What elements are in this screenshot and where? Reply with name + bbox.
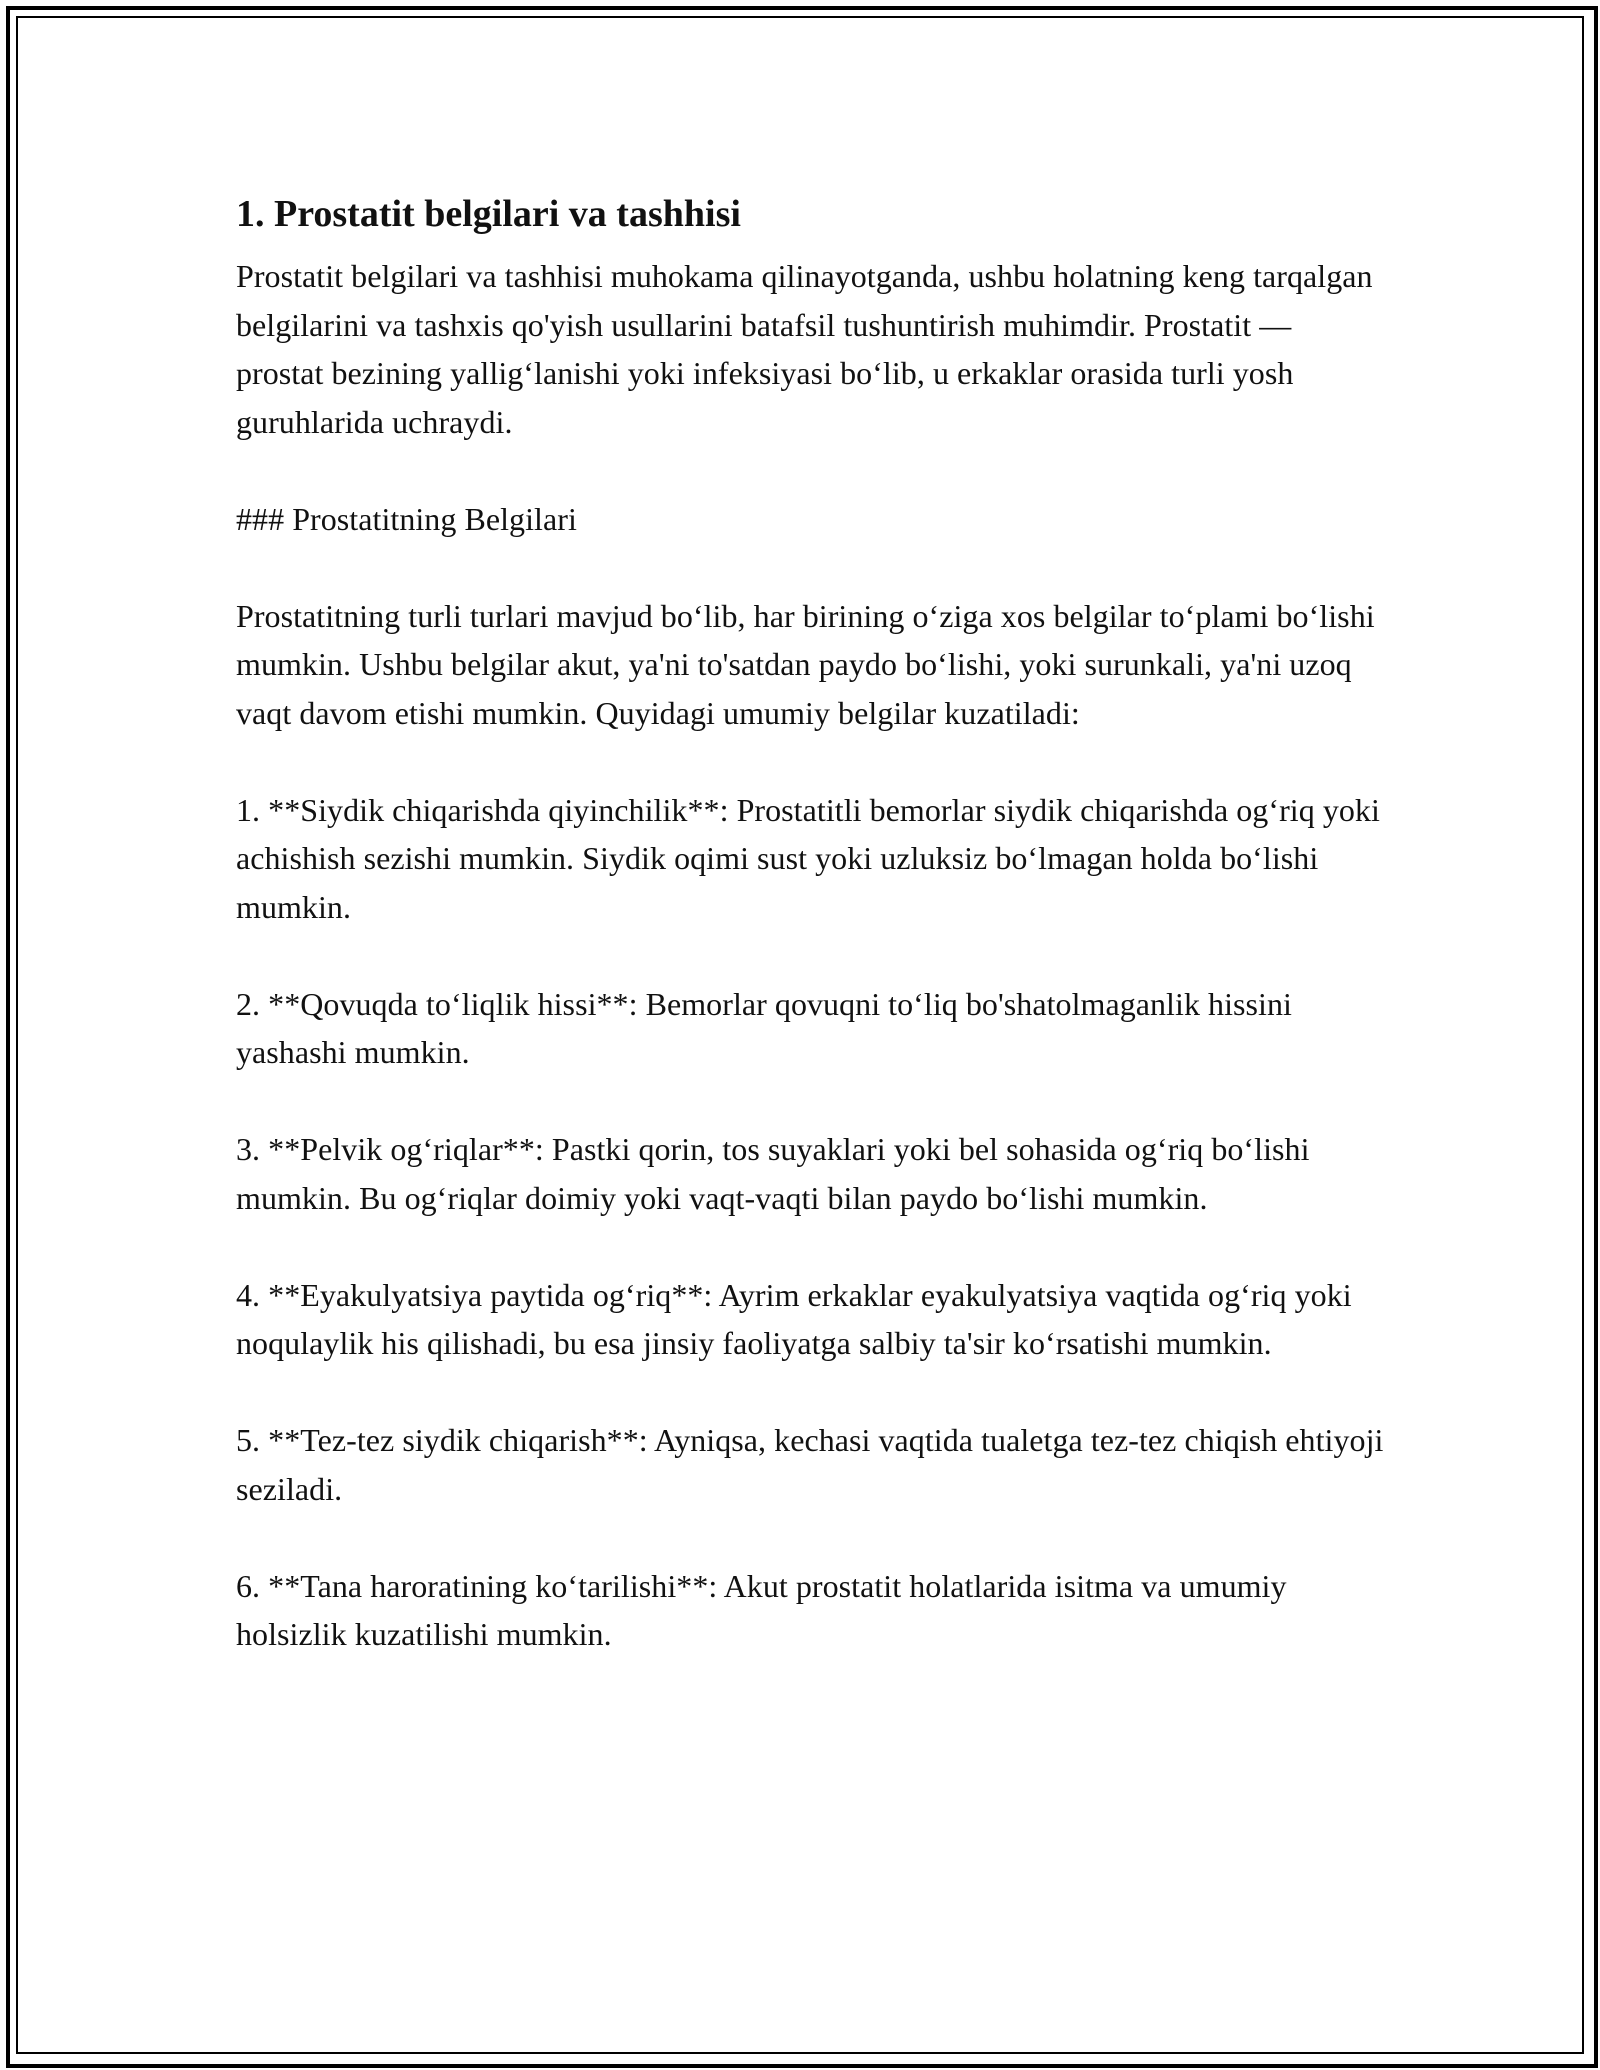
document-body	[236, 186, 1386, 1659]
list-item: 1. **Siydik chiqarishda qiyinchilik**: Prostatitli bemorlar siydik chiqarishda og‘riq yoki achishish sezishi mumkin. Siydik oqimi sust yoki uzluksiz bo‘lmagan holda bo‘lishi mumkin.	[236, 791, 1380, 925]
list-item: 4. **Eyakulyatsiya paytida og‘riq**: Ayrim erkaklar eyakulyatsiya vaqtida og‘riq yoki noqulaylik his qilishadi, bu esa jinsiy faoliyatga salbiy ta'sir ko‘rsatishi mumkin.	[236, 1276, 1352, 1361]
list-item: 6. **Tana haroratining ko‘tarilishi**: Akut prostatit holatlarida isitma va umumiy holsizlik kuzatilishi mumkin.	[236, 1567, 1287, 1652]
list-item: 5. **Tez-tez siydik chiqarish**: Ayniqsa, kechasi vaqtida tualetga tez-tez chiqish ehtiyoji seziladi.	[236, 1422, 1384, 1507]
section-subheading: ### Prostatitning Belgilari	[236, 500, 577, 537]
overview-paragraph: Prostatitning turli turlari mavjud bo‘lib, har birining o‘ziga xos belgilar to‘plami bo‘lishi mumkin. Ushbu belgilar akut, ya'ni to'satdan paydo bo‘lishi, yoki surunkali, ya'ni uzoq vaqt davom etishi mumkin. Quyidagi umumiy belgilar kuzatiladi:	[236, 597, 1375, 731]
list-item: 2. **Qovuqda to‘liqlik hissi**: Bemorlar qovuqni to‘liq bo'shatolmaganlik hissini yashashi mumkin.	[236, 985, 1292, 1070]
document-title: 1. Prostatit belgilari va tashhisi	[236, 193, 741, 235]
list-item: 3. **Pelvik og‘riqlar**: Pastki qorin, tos suyaklari yoki bel sohasida og‘riq bo‘lishi mumkin. Bu og‘riqlar doimiy yoki vaqt-vaqti bilan paydo bo‘lishi mumkin.	[236, 1131, 1310, 1216]
intro-paragraph: Prostatit belgilari va tashhisi muhokama qilinayotganda, ushbu holatning keng tarqalgan belgilarini va tashxis qo'yish usullarini batafsil tushuntirish muhimdir. Prostatit — prostat bezining yallig‘lanishi yoki infeksiyasi bo‘lib, u erkaklar orasida turli yosh guruhlarida uchraydi.	[236, 258, 1373, 440]
